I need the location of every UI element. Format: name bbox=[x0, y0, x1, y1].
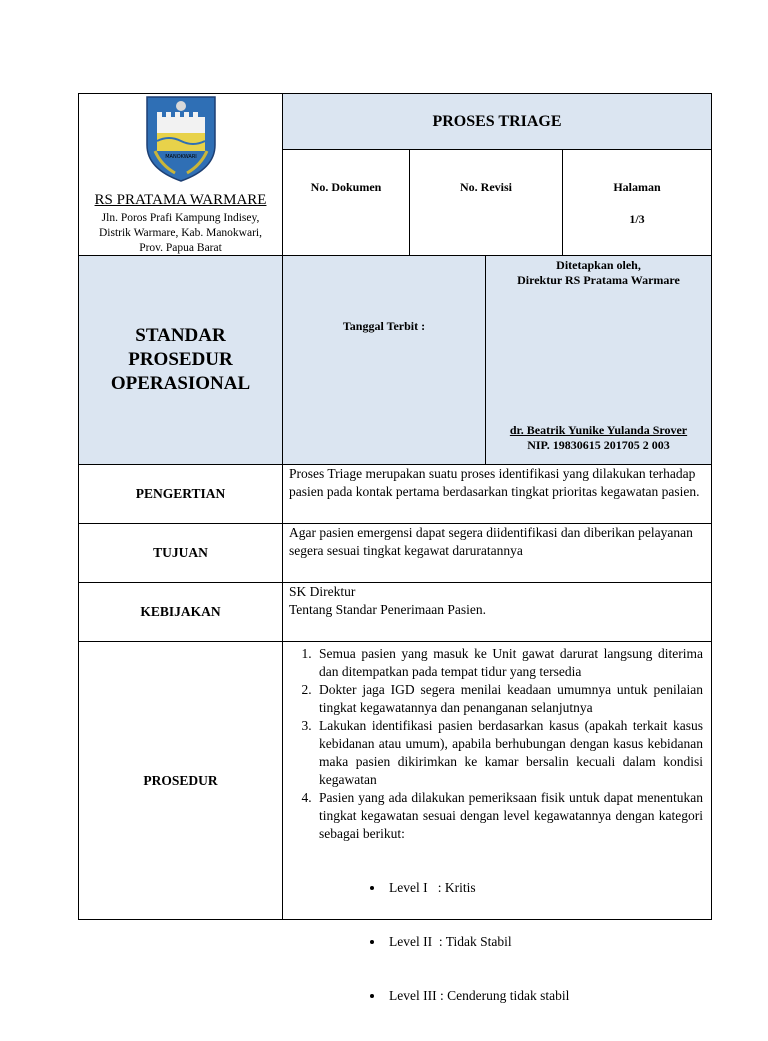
kebijakan-line: SK Direktur bbox=[289, 584, 356, 599]
address-line: Prov. Papua Barat bbox=[139, 242, 222, 254]
logo-text: MANOKWARI bbox=[165, 154, 197, 160]
level-list bbox=[359, 843, 703, 1041]
doc-number-label: No. Dokumen bbox=[310, 180, 382, 194]
pengertian-label-cell bbox=[78, 464, 283, 524]
pengertian-text: Proses Triage merupakan suatu proses identifikasi yang dilakukan terhadap pasien pada kontak pertama berdasarkan tingkat prioritas kegawatan pasien. bbox=[289, 466, 700, 499]
signer-nip: NIP. 19830615 201705 2 003 bbox=[527, 438, 670, 452]
level-item: • Level II : Tidak Stabil bbox=[385, 933, 703, 951]
sop-title-line: STANDAR bbox=[135, 325, 226, 346]
level-item: • Level I : Kritis bbox=[385, 879, 703, 897]
prosedur-step-text: Pasien yang ada dilakukan pemeriksaan fisik untuk dapat menentukan tingkat kegawatan sesuai dengan level kegawatannya dengan kategori sebagai berikut: bbox=[319, 790, 703, 841]
signer-name: dr. Beatrik Yunike Yulanda Srover bbox=[509, 423, 688, 437]
revision-cell bbox=[409, 149, 563, 256]
pengertian-label: PENGERTIAN bbox=[135, 486, 226, 501]
approval-cell bbox=[485, 255, 712, 465]
prosedur-step: 2. Dokter jaga IGD segera menilai keadaan umumnya untuk penilaian tingkat kegawatannya dan penanganan selanjutnya bbox=[315, 681, 703, 717]
kebijakan-label: KEBIJAKAN bbox=[140, 604, 221, 619]
prosedur-step: 1. Semua pasien yang masuk ke Unit gawat darurat langsung diterima dan ditempatkan pada tempat tidur yang tersedia bbox=[315, 645, 703, 681]
tujuan-text-cell bbox=[282, 523, 712, 583]
sop-title-line: OPERASIONAL bbox=[110, 373, 251, 394]
prosedur-steps bbox=[287, 645, 703, 1041]
approved-by-line: Ditetapkan oleh, bbox=[556, 258, 641, 272]
prosedur-text-cell bbox=[282, 641, 712, 1003]
pengertian-text-cell bbox=[282, 464, 712, 524]
kebijakan-line: Tentang Standar Penerimaan Pasien. bbox=[289, 602, 486, 617]
issue-date-cell bbox=[282, 255, 486, 465]
hospital-name: RS PRATAMA WARMARE bbox=[94, 192, 267, 208]
level-item: • Level III : Cenderung tidak stabil bbox=[385, 987, 703, 1005]
kebijakan-label-cell bbox=[78, 582, 283, 642]
tujuan-text: Agar pasien emergensi dapat segera diidentifikasi dan diberikan pelayanan segera sesuai tingkat kegawat daruratannya bbox=[289, 525, 693, 558]
signer-block bbox=[486, 423, 711, 453]
sop-title bbox=[111, 324, 250, 396]
document-title: PROSES TRIAGE bbox=[432, 112, 562, 130]
prosedur-label: PROSEDUR bbox=[143, 772, 218, 788]
hospital-address bbox=[79, 211, 282, 256]
page-label: Halaman bbox=[613, 180, 661, 194]
prosedur-label-cell bbox=[78, 641, 283, 920]
page-cell bbox=[562, 149, 712, 256]
issue-date-label: Tanggal Terbit : bbox=[342, 319, 426, 333]
prosedur-step bbox=[315, 789, 703, 1041]
sop-title-cell bbox=[78, 255, 283, 465]
address-line: Distrik Warmare, Kab. Manokwari, bbox=[98, 227, 262, 239]
revision-label: No. Revisi bbox=[460, 180, 512, 194]
document-title-cell bbox=[282, 93, 712, 150]
tujuan-label: TUJUAN bbox=[153, 545, 208, 560]
page-value: 1/3 bbox=[629, 212, 645, 226]
approval-header bbox=[486, 258, 711, 288]
hospital-identity-cell bbox=[78, 93, 283, 256]
approved-by-line: Direktur RS Pratama Warmare bbox=[517, 273, 680, 287]
sop-title-line: PROSEDUR bbox=[128, 349, 233, 370]
hospital-logo bbox=[145, 95, 217, 188]
tujuan-label-cell bbox=[78, 523, 283, 583]
address-line: Jln. Poros Prafi Kampung Indisey, bbox=[101, 212, 260, 224]
kebijakan-text-cell bbox=[282, 582, 712, 642]
prosedur-step: 3. Lakukan identifikasi pasien berdasarkan kasus (apakah terkait kasus kebidanan atau umum), apabila berhubungan dengan kasus kebidanan maka pasien dikirimkan ke kamar bersalin kecuali dalam kondisi kegawatan bbox=[315, 717, 703, 789]
doc-number-cell bbox=[282, 149, 410, 256]
